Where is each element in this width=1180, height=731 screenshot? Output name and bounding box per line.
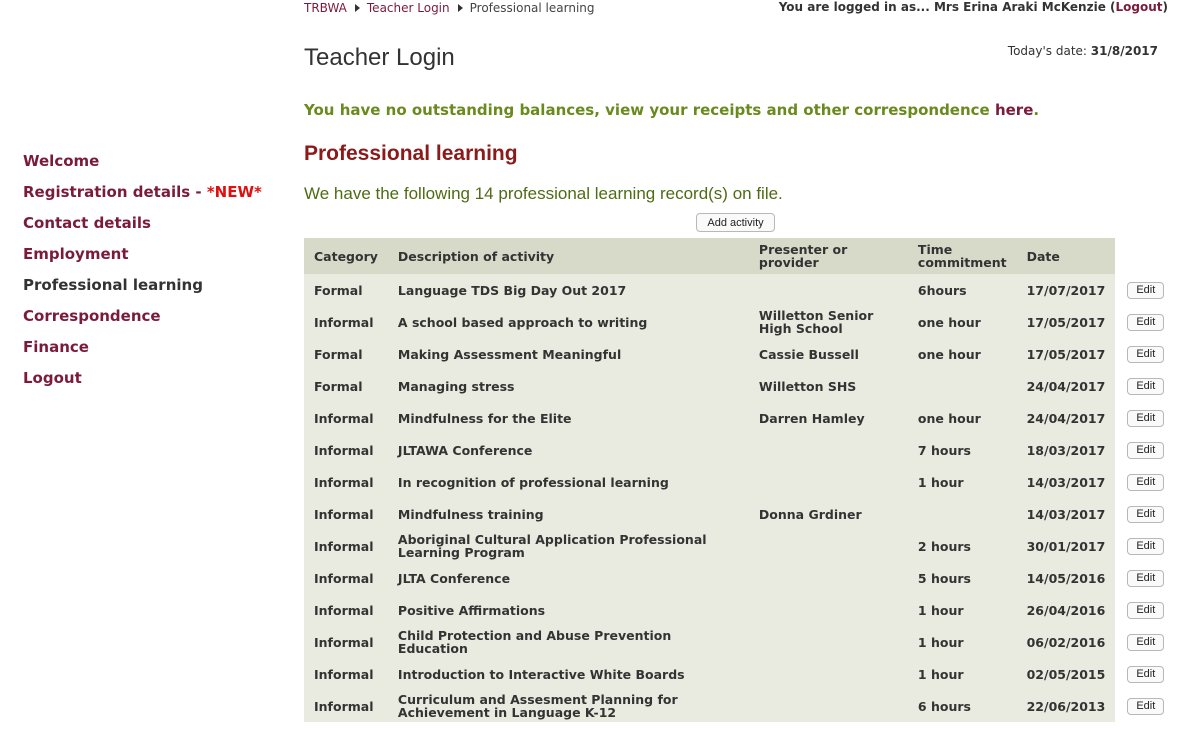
table-row xyxy=(304,690,1175,722)
balance-message-end: . xyxy=(1033,101,1040,119)
sidebar-item-registration-details[interactable] xyxy=(23,183,262,214)
cell-category: Informal xyxy=(304,434,388,466)
breadcrumb-arrow-icon xyxy=(355,4,360,12)
column-header-category: Category xyxy=(304,238,388,274)
cell-category: Informal xyxy=(304,562,388,594)
cell-presenter xyxy=(749,434,908,466)
cell-description: Mindfulness training xyxy=(388,498,749,530)
cell-description: Positive Affirmations xyxy=(388,594,749,626)
edit-button[interactable]: Edit xyxy=(1127,282,1164,299)
cell-description: Making Assessment Meaningful xyxy=(388,338,749,370)
cell-category: Informal xyxy=(304,530,388,562)
cell-presenter xyxy=(749,562,908,594)
cell-date: 06/02/2016 xyxy=(1017,626,1116,658)
cell-date: 17/05/2017 xyxy=(1017,306,1116,338)
cell-date: 17/05/2017 xyxy=(1017,338,1116,370)
todays-date-value: 31/8/2017 xyxy=(1090,44,1158,58)
cell-presenter: Darren Hamley xyxy=(749,402,908,434)
sidebar-item-employment[interactable]: Employment xyxy=(23,245,129,263)
cell-time-commitment: 1 hour xyxy=(908,466,1017,498)
cell-description: JLTAWA Conference xyxy=(388,434,749,466)
table-row xyxy=(304,466,1175,498)
breadcrumb-arrow-icon xyxy=(458,4,463,12)
cell-presenter xyxy=(749,530,908,562)
cell-edit xyxy=(1115,562,1175,594)
sidebar-item-welcome[interactable]: Welcome xyxy=(23,152,100,170)
cell-description: A school based approach to writing xyxy=(388,306,749,338)
edit-button[interactable]: Edit xyxy=(1127,602,1164,619)
cell-category: Informal xyxy=(304,594,388,626)
column-header-edit xyxy=(1115,238,1175,274)
cell-time-commitment xyxy=(908,370,1017,402)
cell-category: Informal xyxy=(304,690,388,722)
cell-time-commitment: one hour xyxy=(908,306,1017,338)
cell-category: Formal xyxy=(304,370,388,402)
cell-description: JLTA Conference xyxy=(388,562,749,594)
column-header-time-commitment xyxy=(908,238,1017,274)
table-header-row xyxy=(304,238,1175,274)
table-row xyxy=(304,402,1175,434)
cell-edit xyxy=(1115,498,1175,530)
cell-time-commitment: 1 hour xyxy=(908,658,1017,690)
cell-time-commitment: one hour xyxy=(908,402,1017,434)
cell-presenter: Willetton Senior High School xyxy=(749,306,908,338)
cell-description: Managing stress xyxy=(388,370,749,402)
balance-message xyxy=(304,101,1039,119)
cell-date: 26/04/2016 xyxy=(1017,594,1116,626)
breadcrumb-teacher-login-link[interactable]: Teacher Login xyxy=(366,1,450,15)
cell-presenter xyxy=(749,626,908,658)
cell-presenter: Donna Grdiner xyxy=(749,498,908,530)
breadcrumb-current: Professional learning xyxy=(469,1,595,15)
cell-category: Formal xyxy=(304,338,388,370)
edit-button[interactable]: Edit xyxy=(1127,378,1164,395)
add-activity-button[interactable]: Add activity xyxy=(696,213,775,232)
cell-presenter xyxy=(749,690,908,722)
cell-presenter xyxy=(749,594,908,626)
cell-date: 22/06/2013 xyxy=(1017,690,1116,722)
sidebar-item-correspondence[interactable]: Correspondence xyxy=(23,307,161,325)
cell-description: Curriculum and Assesment Planning for Achievement in Language K-12 xyxy=(388,690,749,722)
cell-edit xyxy=(1115,274,1175,306)
cell-date: 14/05/2016 xyxy=(1017,562,1116,594)
sidebar-item-contact-details[interactable]: Contact details xyxy=(23,214,151,232)
table-row xyxy=(304,498,1175,530)
table-row xyxy=(304,562,1175,594)
edit-button[interactable]: Edit xyxy=(1127,506,1164,523)
table-row xyxy=(304,594,1175,626)
cell-presenter xyxy=(749,658,908,690)
column-header-time-line1: Time xyxy=(917,242,953,257)
cell-category: Informal xyxy=(304,658,388,690)
cell-time-commitment: 2 hours xyxy=(908,530,1017,562)
cell-presenter: Cassie Bussell xyxy=(749,338,908,370)
edit-button[interactable]: Edit xyxy=(1127,698,1164,715)
cell-category: Informal xyxy=(304,466,388,498)
table-row xyxy=(304,306,1175,338)
cell-category: Formal xyxy=(304,274,388,306)
cell-presenter xyxy=(749,466,908,498)
records-count-message: We have the following 14 professional learning record(s) on file. xyxy=(304,184,783,203)
column-header-description: Description of activity xyxy=(388,238,749,274)
login-status-close: ) xyxy=(1162,0,1168,14)
edit-button[interactable]: Edit xyxy=(1127,570,1164,587)
cell-time-commitment: 6 hours xyxy=(908,690,1017,722)
cell-description: Child Protection and Abuse Prevention Education xyxy=(388,626,749,658)
table-row xyxy=(304,274,1175,306)
professional-learning-table xyxy=(304,238,1175,722)
sidebar-item-professional-learning[interactable]: Professional learning xyxy=(23,276,203,294)
cell-edit xyxy=(1115,466,1175,498)
edit-button[interactable]: Edit xyxy=(1127,410,1164,427)
cell-date: 14/03/2017 xyxy=(1017,466,1116,498)
table-row xyxy=(304,658,1175,690)
sidebar-item-registration-label: Registration details - xyxy=(23,183,207,201)
cell-edit xyxy=(1115,594,1175,626)
cell-edit xyxy=(1115,370,1175,402)
table-row xyxy=(304,338,1175,370)
todays-date-label: Today's date: xyxy=(1007,44,1091,58)
column-header-presenter: Presenter or provider xyxy=(749,238,908,274)
cell-time-commitment: 1 hour xyxy=(908,626,1017,658)
cell-date: 24/04/2017 xyxy=(1017,402,1116,434)
cell-time-commitment: 5 hours xyxy=(908,562,1017,594)
cell-description: Aboriginal Cultural Application Professional Learning Program xyxy=(388,530,749,562)
cell-description: In recognition of professional learning xyxy=(388,466,749,498)
edit-button[interactable]: Edit xyxy=(1127,474,1164,491)
cell-date: 18/03/2017 xyxy=(1017,434,1116,466)
cell-date: 30/01/2017 xyxy=(1017,530,1116,562)
page-title: Teacher Login xyxy=(304,44,455,71)
section-title: Professional learning xyxy=(304,142,518,165)
cell-edit xyxy=(1115,306,1175,338)
sidebar-nav xyxy=(23,152,262,400)
edit-button[interactable]: Edit xyxy=(1127,538,1164,555)
cell-edit xyxy=(1115,658,1175,690)
column-header-date: Date xyxy=(1017,238,1116,274)
login-status xyxy=(779,0,1168,14)
edit-button[interactable]: Edit xyxy=(1127,346,1164,363)
logout-link[interactable]: Logout xyxy=(1115,0,1163,14)
edit-button[interactable]: Edit xyxy=(1127,314,1164,331)
cell-category: Informal xyxy=(304,498,388,530)
cell-edit xyxy=(1115,626,1175,658)
sidebar-item-finance[interactable]: Finance xyxy=(23,338,89,356)
edit-button[interactable]: Edit xyxy=(1127,442,1164,459)
cell-edit xyxy=(1115,402,1175,434)
cell-date: 02/05/2015 xyxy=(1017,658,1116,690)
cell-description: Introduction to Interactive White Boards xyxy=(388,658,749,690)
cell-edit xyxy=(1115,434,1175,466)
cell-presenter: Willetton SHS xyxy=(749,370,908,402)
cell-description: Language TDS Big Day Out 2017 xyxy=(388,274,749,306)
breadcrumb-root-link[interactable]: TRBWA xyxy=(304,1,347,15)
edit-button[interactable]: Edit xyxy=(1127,666,1164,683)
cell-time-commitment: 6hours xyxy=(908,274,1017,306)
cell-time-commitment: 7 hours xyxy=(908,434,1017,466)
correspondence-here-link[interactable]: here xyxy=(994,101,1034,119)
column-header-time-line2: commitment xyxy=(917,255,1007,270)
cell-date: 14/03/2017 xyxy=(1017,498,1116,530)
cell-edit xyxy=(1115,338,1175,370)
login-status-text: You are logged in as... Mrs Erina Araki McKenzie ( xyxy=(778,0,1116,14)
todays-date xyxy=(1008,44,1158,58)
new-badge: *NEW* xyxy=(206,183,262,201)
cell-description: Mindfulness for the Elite xyxy=(388,402,749,434)
cell-category: Informal xyxy=(304,402,388,434)
table-row xyxy=(304,370,1175,402)
cell-time-commitment: one hour xyxy=(908,338,1017,370)
cell-edit xyxy=(1115,690,1175,722)
cell-date: 17/07/2017 xyxy=(1017,274,1116,306)
cell-date: 24/04/2017 xyxy=(1017,370,1116,402)
table-row xyxy=(304,434,1175,466)
cell-time-commitment: 1 hour xyxy=(908,594,1017,626)
cell-presenter xyxy=(749,274,908,306)
breadcrumb xyxy=(304,0,595,16)
cell-category: Informal xyxy=(304,306,388,338)
cell-edit xyxy=(1115,530,1175,562)
sidebar-item-logout[interactable]: Logout xyxy=(23,369,82,387)
cell-category: Informal xyxy=(304,626,388,658)
table-row xyxy=(304,626,1175,658)
table-row xyxy=(304,530,1175,562)
balance-message-text: You have no outstanding balances, view your receipts and other correspondence xyxy=(304,101,995,119)
cell-time-commitment xyxy=(908,498,1017,530)
edit-button[interactable]: Edit xyxy=(1127,634,1164,651)
